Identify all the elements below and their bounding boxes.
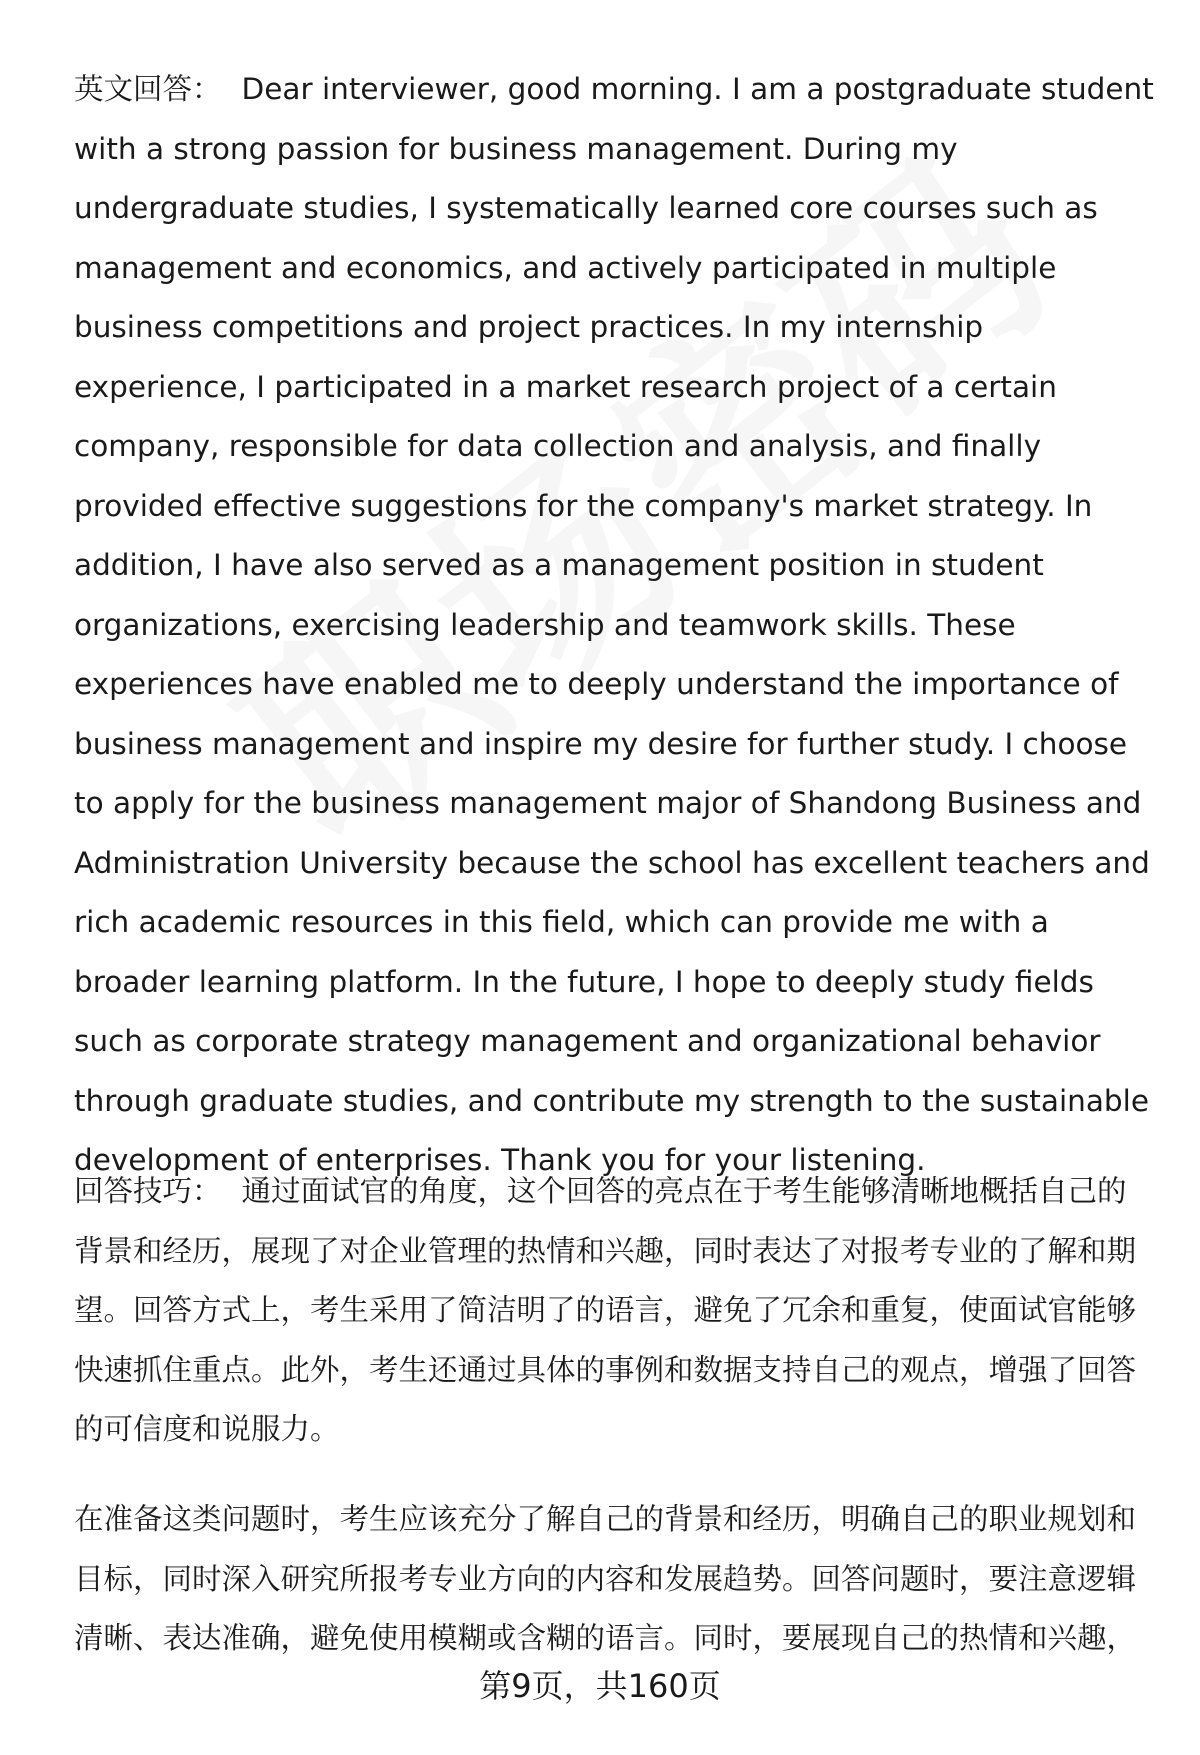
answer-tips-paragraph bbox=[74, 1162, 1156, 1460]
answer-tips-label: 回答技巧： bbox=[74, 1174, 222, 1208]
english-answer-text: Dear interviewer, good morning. I am a postgraduate student with a strong passion for business management. During my undergraduate studies, I systematically learned core courses such as management and economics, and actively participated in multiple business competitions and project practices. In my internship experience, I participated in a market research project of a certain company, responsible for data collection and analysis, and finally provided effective suggestions for the company's market strategy. In addition, I have also served as a management position in student organizations, exercising leadership and teamwork skills. These experiences have enabled me to deeply understand the importance of business management and inspire my desire for further study. I choose to apply for the business management major of Shandong Business and Administration University because the school has excellent teachers and rich academic resources in this field, which can provide me with a broader learning platform. In the future, I hope to deeply study fields such as corporate strategy management and organizational behavior through graduate studies, and contribute my strength to the sustainable development of enterprises. Thank you for your listening. bbox=[74, 72, 1154, 1177]
english-answer-paragraph bbox=[74, 60, 1156, 1191]
page-indicator: 第9页，共160页 bbox=[479, 1667, 721, 1705]
english-answer-label: 英文回答： bbox=[74, 72, 222, 106]
preparation-paragraph: 在准备这类问题时，考生应该充分了解自己的背景和经历，明确自己的职业规划和目标，同时深入研究所报考专业方向的内容和发展趋势。回答问题时，要注意逻辑清晰、表达准确，避免使用模糊或含糊的语言。同时，要展现自己的热情和兴趣， bbox=[74, 1502, 1137, 1655]
answer-tips-text: 通过面试官的角度，这个回答的亮点在于考生能够清晰地概括自己的背景和经历，展现了对企业管理的热情和兴趣，同时表达了对报考专业的了解和期望。回答方式上，考生采用了简洁明了的语言，避免了冗余和重复，使面试官能够快速抓住重点。此外，考生还通过具体的事例和数据支持自己的观点，增强了回答的可信度和说服力。 bbox=[74, 1174, 1137, 1446]
